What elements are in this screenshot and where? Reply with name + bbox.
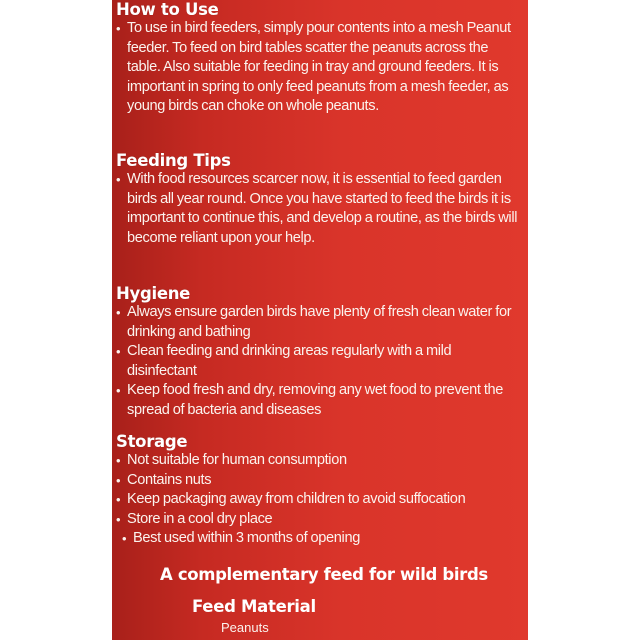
- list-item: • Best used within 3 months of opening: [122, 529, 522, 549]
- section-heading-storage: Storage: [116, 432, 188, 451]
- list-item: • Keep food fresh and dry, removing any wet food to prevent the spread of bacteria and diseases: [116, 381, 522, 420]
- section-heading-feeding-tips: Feeding Tips: [116, 151, 231, 170]
- how-to-use-list: [116, 19, 522, 117]
- section-hygiene: [116, 284, 522, 421]
- list-item: • Always ensure garden birds have plenty of fresh clean water for drinking and bathing: [116, 303, 522, 342]
- feed-material-heading: Feed Material: [192, 597, 316, 616]
- list-item: • With food resources scarcer now, it is essential to feed garden birds all year round. Once you have started to feed the birds it is important to continue this, and develop a routine, as the birds will become reliant upon your help.: [116, 170, 522, 248]
- storage-list: [116, 451, 522, 549]
- feed-material-value: Peanuts: [221, 620, 269, 635]
- list-item: • Contains nuts: [116, 471, 522, 491]
- section-feeding-tips: [116, 151, 522, 248]
- list-item: • Keep packaging away from children to avoid suffocation: [116, 490, 522, 510]
- hygiene-list: [116, 303, 522, 421]
- list-item: • Clean feeding and drinking areas regularly with a mild disinfectant: [116, 342, 522, 381]
- section-heading-hygiene: Hygiene: [116, 284, 191, 303]
- feeding-tips-list: [116, 170, 522, 248]
- tagline: A complementary feed for wild birds: [160, 565, 488, 584]
- product-info-panel: [112, 0, 528, 640]
- section-how-to-use: [116, 0, 522, 117]
- list-item: • Not suitable for human consumption: [116, 451, 522, 471]
- list-item: • To use in bird feeders, simply pour contents into a mesh Peanut feeder. To feed on bird tables scatter the peanuts across the table. Also suitable for feeding in tray and ground feeders. It is important in spring to only feed peanuts from a mesh feeder, as young birds can choke on whole peanuts.: [116, 19, 522, 117]
- list-item: • Store in a cool dry place: [116, 510, 522, 530]
- section-heading-how-to-use: How to Use: [116, 0, 219, 19]
- section-storage: [116, 432, 522, 549]
